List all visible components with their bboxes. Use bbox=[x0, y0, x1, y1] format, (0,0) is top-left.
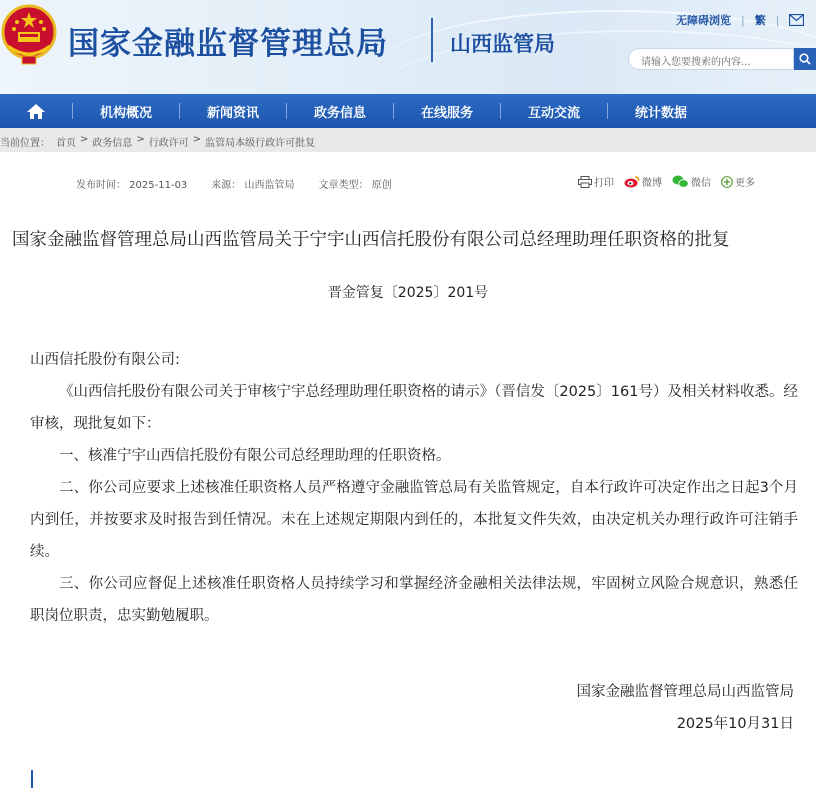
share-bar bbox=[578, 174, 765, 189]
breadcrumb bbox=[0, 128, 816, 152]
print-icon bbox=[578, 176, 592, 188]
paragraph: 《山西信托股份有限公司关于审核宁宇总经理助理任职资格的请示》（晋信发〔2025〕161号）及相关材料收悉。经审核，现批复如下： bbox=[30, 384, 798, 432]
wechat-label: 微信 bbox=[691, 178, 711, 189]
breadcrumb-home[interactable]: 首页 bbox=[56, 138, 76, 149]
link-divider: | bbox=[775, 13, 780, 27]
title-divider bbox=[431, 18, 433, 62]
article-meta bbox=[76, 176, 416, 191]
home-icon bbox=[26, 103, 46, 120]
site-header bbox=[0, 0, 816, 94]
nav-item-statistics[interactable]: 统计数据 bbox=[634, 105, 687, 121]
text-cursor bbox=[31, 770, 33, 788]
signature-block bbox=[577, 676, 795, 740]
accessibility-link[interactable]: 无障碍浏览 bbox=[676, 14, 731, 27]
link-divider: | bbox=[741, 13, 745, 27]
article-body bbox=[30, 344, 798, 632]
print-label: 打印 bbox=[594, 178, 614, 189]
breadcrumb-separator: > bbox=[192, 134, 202, 145]
breadcrumb-licensing[interactable]: 行政许可 bbox=[148, 138, 189, 149]
more-label: 更多 bbox=[735, 178, 755, 189]
breadcrumb-current[interactable]: 监管局本级行政许可批复 bbox=[205, 138, 316, 149]
more-share-button[interactable] bbox=[721, 174, 755, 189]
nav-item-interaction[interactable]: 互动交流 bbox=[527, 105, 580, 121]
main-nav bbox=[0, 94, 816, 128]
breadcrumb-government-info[interactable]: 政务信息 bbox=[92, 138, 133, 149]
nav-home[interactable] bbox=[0, 94, 72, 128]
mail-icon[interactable] bbox=[789, 14, 804, 26]
plus-circle-icon bbox=[721, 176, 733, 188]
search-icon bbox=[799, 53, 811, 65]
weibo-label: 微博 bbox=[642, 178, 662, 189]
paragraph: 一、核准宁宇山西信托股份有限公司总经理助理的任职资格。 bbox=[59, 448, 451, 464]
article-type: 文章类型： 原创 bbox=[318, 180, 392, 191]
traditional-chinese-link[interactable]: 繁 bbox=[754, 14, 766, 27]
publish-time: 发布时间： 2025-11-03 bbox=[76, 180, 188, 191]
wechat-icon bbox=[672, 175, 689, 188]
print-button[interactable] bbox=[578, 174, 614, 189]
nav-item-online-service[interactable]: 在线服务 bbox=[420, 105, 473, 121]
paragraph: 三、你公司应督促上述核准任职资格人员持续学习和掌握经济金融相关法律法规，牢固树立风险合规意识，熟悉任职岗位职责，忠实勤勉履职。 bbox=[30, 576, 798, 624]
weibo-icon bbox=[624, 175, 640, 188]
site-title[interactable]: 国家金融监督管理总局 bbox=[68, 26, 388, 62]
national-emblem-icon bbox=[0, 2, 58, 68]
article-source: 来源： 山西监管局 bbox=[211, 180, 295, 191]
sign-date: 2025年10月31日 bbox=[676, 716, 794, 732]
top-links bbox=[676, 12, 804, 28]
nav-item-news[interactable]: 新闻资讯 bbox=[206, 105, 259, 121]
salutation: 山西信托股份有限公司: bbox=[30, 352, 180, 368]
weibo-share-button[interactable] bbox=[624, 174, 662, 189]
article-title: 国家金融监督管理总局山西监管局关于宁宇山西信托股份有限公司总经理助理任职资格的批复 bbox=[12, 230, 730, 250]
document-number: 晋金管复〔2025〕201号 bbox=[327, 285, 489, 301]
signer: 国家金融监督管理总局山西监管局 bbox=[576, 684, 794, 700]
search-input[interactable]: 请输入您要搜索的内容... bbox=[628, 48, 794, 70]
search-button[interactable] bbox=[794, 48, 816, 70]
breadcrumb-label: 当前位置： bbox=[0, 138, 50, 149]
sub-title[interactable]: 山西监管局 bbox=[450, 32, 555, 56]
breadcrumb-separator: > bbox=[136, 134, 145, 145]
paragraph: 二、你公司应要求上述核准任职资格人员严格遵守金融监管总局有关监管规定，自本行政许可决定作出之日起3个月内到任，并按要求及时报告到任情况。未在上述规定期限内到任的，本批复文件失效，由决定机关办理行政许可注销手续。 bbox=[30, 480, 798, 560]
nav-item-government-info[interactable]: 政务信息 bbox=[313, 105, 366, 121]
nav-item-about[interactable]: 机构概况 bbox=[99, 105, 152, 121]
breadcrumb-separator: > bbox=[80, 134, 89, 145]
wechat-share-button[interactable] bbox=[672, 174, 711, 189]
